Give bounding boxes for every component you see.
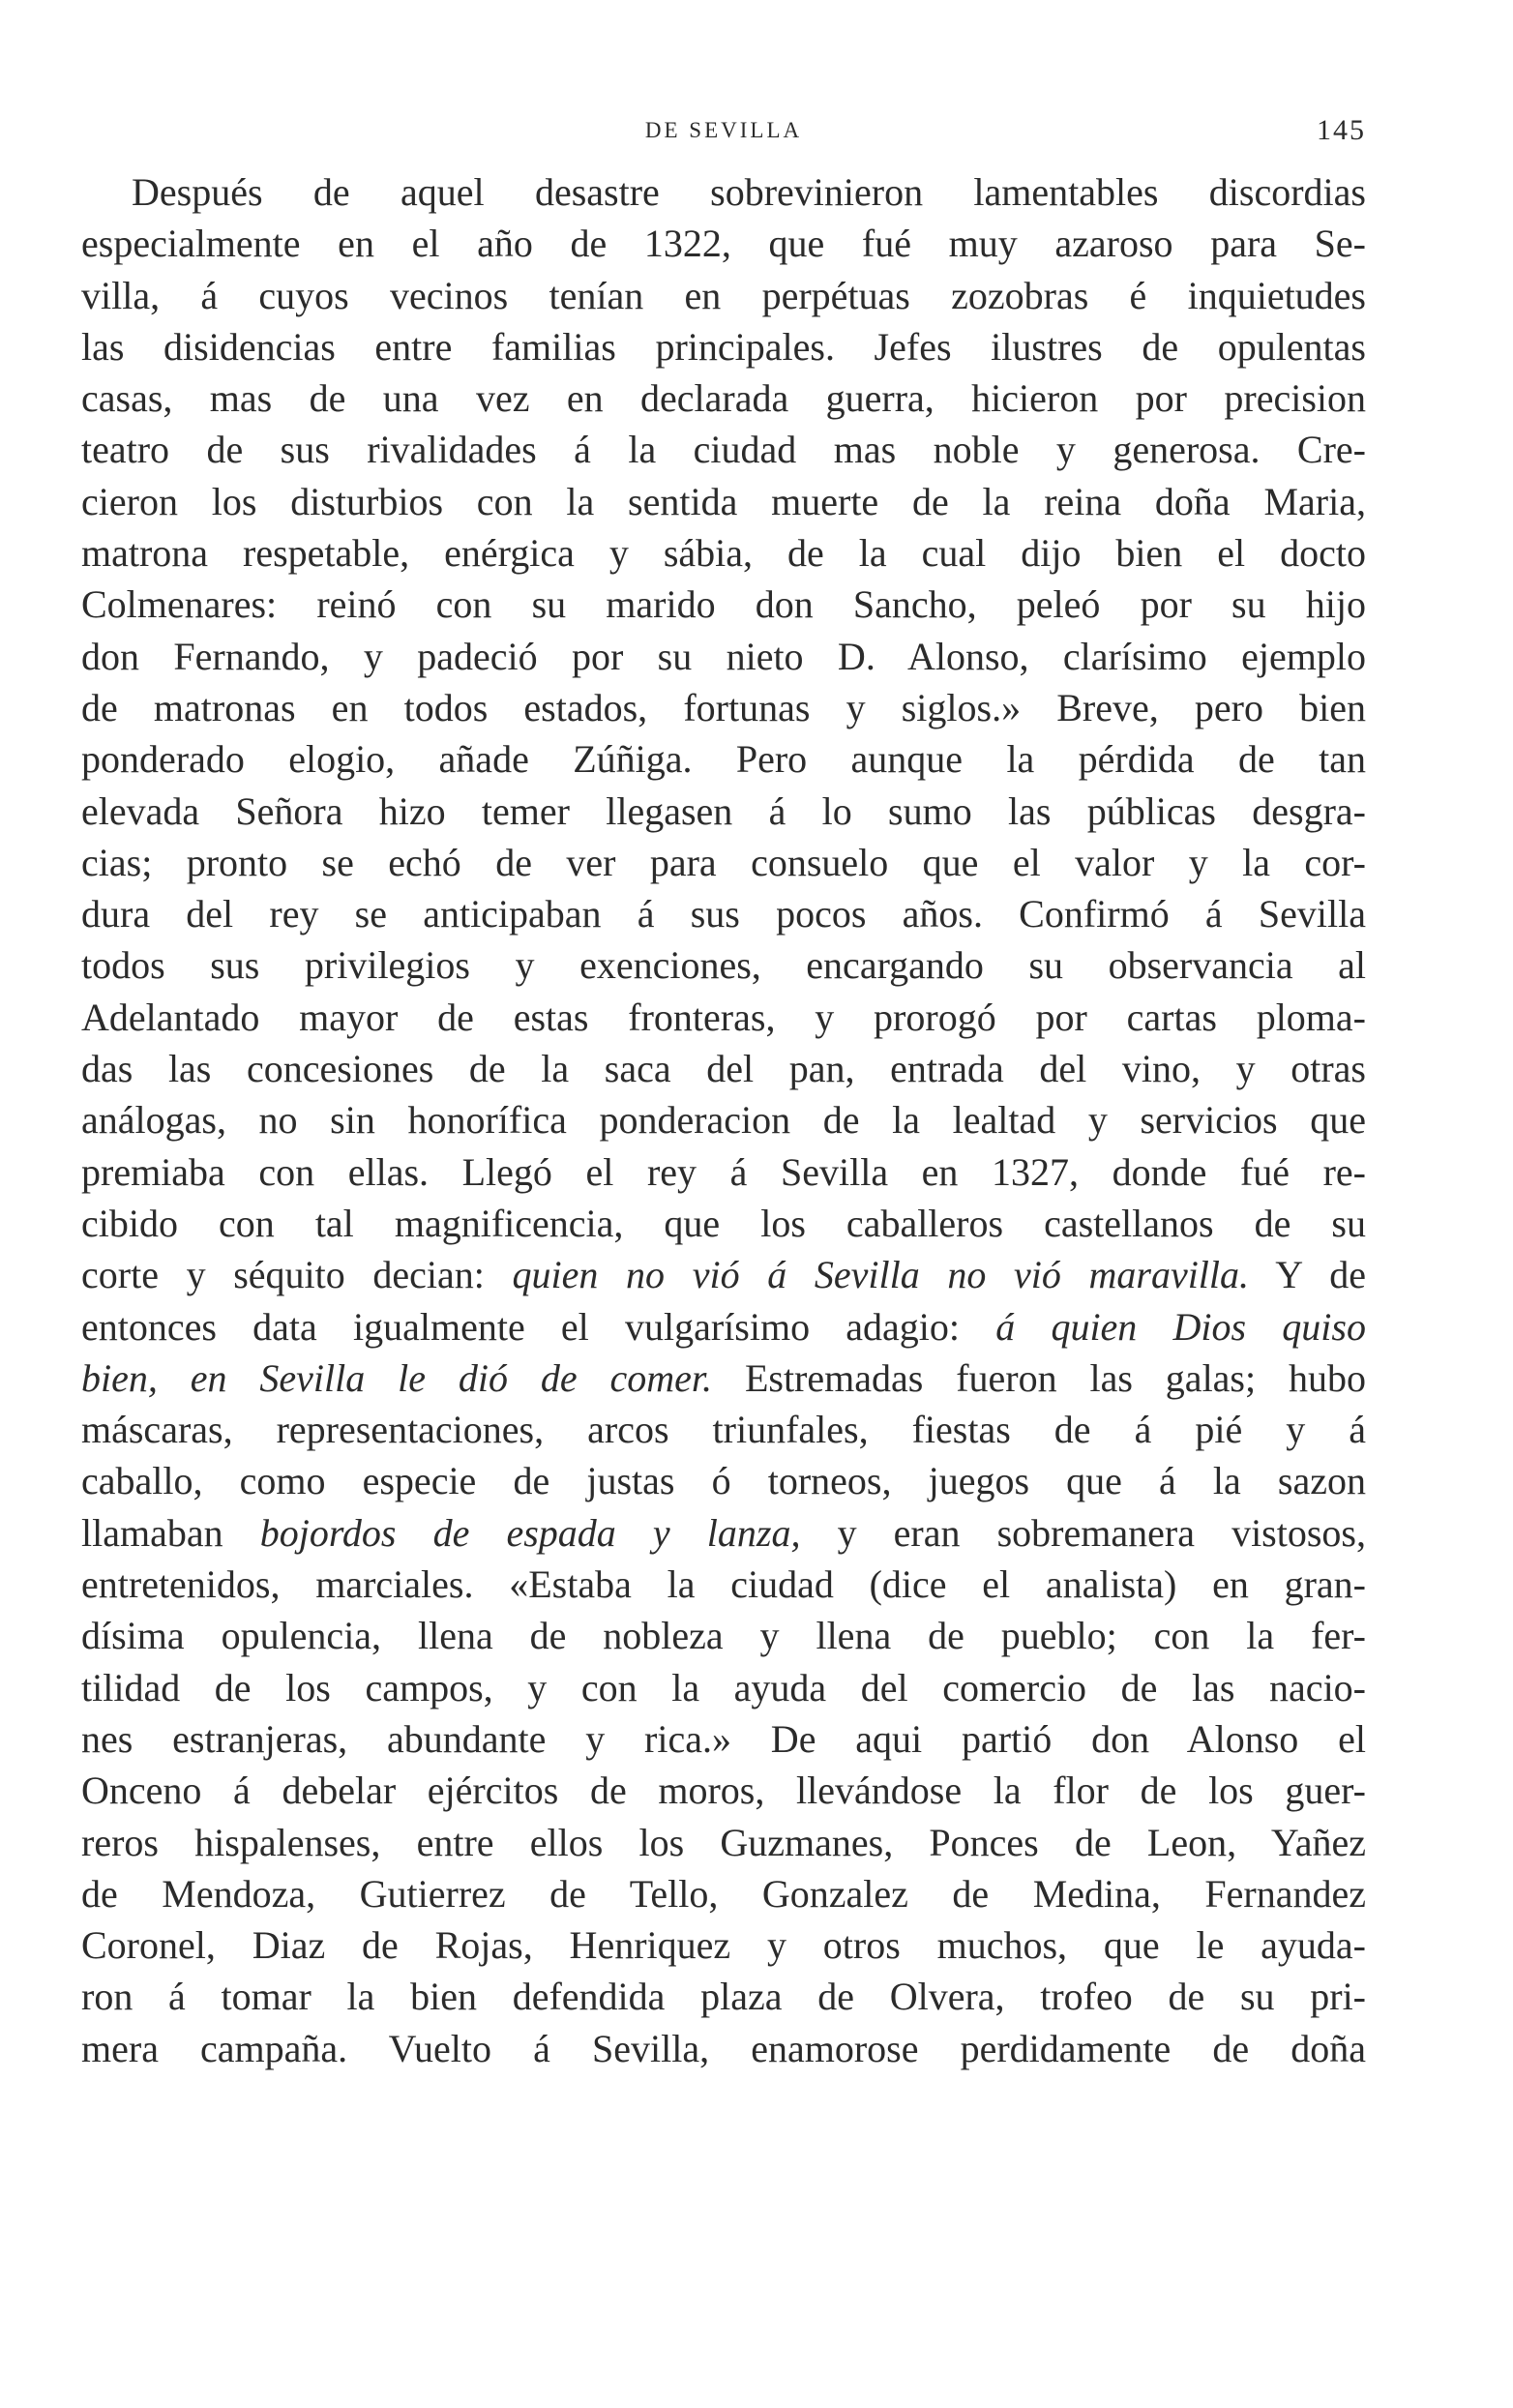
text-span: matrona respetable, enérgica y sábia, de la cual dijo bien el docto: [81, 531, 1366, 576]
text-span: cibido con tal magnificencia, que los caballeros castellanos de su: [81, 1201, 1366, 1245]
text-span: dura del rey se anticipaban á sus pocos años. Confirmó á Sevilla: [81, 892, 1366, 936]
text-line: [81, 476, 1366, 527]
text-line: [81, 1817, 1366, 1868]
text-span: ponderado elogio, añade Zúñiga. Pero aunque la pérdida de tan: [81, 737, 1366, 782]
text-span: cias; pronto se echó de ver para consuelo que el valor y la cor-: [81, 840, 1366, 884]
text-line: [81, 1043, 1366, 1094]
italic-phrase: bien, en Sevilla le dió de comer.: [81, 1355, 713, 1400]
text-line: [81, 939, 1366, 991]
text-line: [81, 1455, 1366, 1506]
text-span: corte y séquito decian:: [81, 1253, 513, 1297]
text-span: Colmenares: reinó con su marido don Sancho, peleó por su hijo: [81, 582, 1366, 627]
text-span: premiaba con ellas. Llegó el rey á Sevilla en 1327, donde fué re-: [81, 1149, 1366, 1194]
text-line: [81, 682, 1366, 733]
page-number: 145: [1317, 114, 1366, 146]
text-span: máscaras, representaciones, arcos triunfales, fiestas de á pié y á: [81, 1408, 1366, 1452]
text-line: [81, 631, 1366, 682]
text-span: teatro de sus rivalidades á la ciudad mas noble y generosa. Cre-: [81, 428, 1366, 472]
text-line: [81, 1353, 1366, 1404]
text-span: todos sus privilegios y exenciones, encargando su observancia al: [81, 943, 1366, 988]
text-line: [81, 1094, 1366, 1145]
text-line: [81, 1610, 1366, 1661]
text-span: de Mendoza, Gutierrez de Tello, Gonzalez de Medina, Fernandez: [81, 1871, 1366, 1916]
text-line: [81, 1868, 1366, 1919]
text-span: de matronas en todos estados, fortunas y siglos.» Breve, pero bien: [81, 685, 1366, 729]
text-line: [81, 1765, 1366, 1816]
text-line: [81, 1919, 1366, 1971]
text-line: [81, 786, 1366, 837]
text-span: Onceno á debelar ejércitos de moros, llevándose la flor de los guer-: [81, 1769, 1366, 1813]
text-line: [81, 1301, 1366, 1353]
text-line: [81, 166, 1366, 218]
text-span: Adelantado mayor de estas fronteras, y prorogó por cartas ploma-: [81, 995, 1366, 1039]
text-span: entonces data igualmente el vulgarísimo adagio:: [81, 1304, 996, 1349]
text-span: Estremadas fueron las galas; hubo: [712, 1355, 1366, 1400]
text-line: [81, 2023, 1366, 2074]
text-span: llamaban: [81, 1510, 260, 1555]
italic-phrase: quien no vió á Sevilla no vió maravilla.: [512, 1253, 1250, 1297]
text-span: Coronel, Diaz de Rojas, Henriquez y otros muchos, que le ayuda-: [81, 1923, 1366, 1968]
text-line: [81, 1198, 1366, 1249]
text-line: [81, 1662, 1366, 1713]
body-paragraph: [81, 166, 1366, 2074]
text-span: Después de aquel desastre sobrevinieron lamentables discordias: [132, 170, 1366, 214]
text-line: [81, 1404, 1366, 1455]
text-span: elevada Señora hizo temer llegasen á lo sumo las públicas desgra-: [81, 788, 1366, 833]
text-line: [81, 992, 1366, 1043]
text-span: reros hispalenses, entre ellos los Guzmanes, Ponces de Leon, Yañez: [81, 1820, 1366, 1864]
text-line: [81, 1146, 1366, 1198]
text-span: entretenidos, marciales. «Estaba la ciudad (dice el analista) en gran-: [81, 1562, 1366, 1607]
text-span: don Fernando, y padeció por su nieto D. Alonso, clarísimo ejemplo: [81, 634, 1366, 678]
text-line: [81, 372, 1366, 424]
text-line: [81, 733, 1366, 785]
text-span: mera campaña. Vuelto á Sevilla, enamorose perdidamente de doña: [81, 2026, 1366, 2070]
text-line: [81, 321, 1366, 372]
text-line: [81, 1971, 1366, 2022]
text-line: [81, 837, 1366, 888]
text-span: caballo, como especie de justas ó torneos, juegos que á la sazon: [81, 1459, 1366, 1503]
text-span: las disidencias entre familias principales. Jefes ilustres de opulentas: [81, 324, 1366, 369]
text-span: especialmente en el año de 1322, que fué muy azaroso para Se-: [81, 222, 1366, 266]
text-span: y eran sobremanera vistosos,: [800, 1510, 1366, 1555]
text-span: villa, á cuyos vecinos tenían en perpétuas zozobras é inquietudes: [81, 273, 1366, 317]
text-line: [81, 218, 1366, 269]
text-line: [81, 1559, 1366, 1610]
text-span: cieron los disturbios con la sentida muerte de la reina doña Maria,: [81, 479, 1366, 523]
text-line: [81, 579, 1366, 630]
text-span: das las concesiones de la saca del pan, entrada del vino, y otras: [81, 1047, 1366, 1091]
text-line: [81, 888, 1366, 939]
text-span: análogas, no sin honorífica ponderacion de la lealtad y servicios que: [81, 1098, 1366, 1143]
text-span: ron á tomar la bien defendida plaza de Olvera, trofeo de su pri-: [81, 1975, 1366, 2019]
text-span: dísima opulencia, llena de nobleza y llena de pueblo; con la fer-: [81, 1614, 1366, 1658]
text-line: [81, 1507, 1366, 1559]
text-line: [81, 527, 1366, 579]
text-line: [81, 270, 1366, 321]
text-span: Y de: [1249, 1253, 1366, 1297]
italic-phrase: á quien Dios quiso: [995, 1304, 1366, 1349]
text-line: [81, 1249, 1366, 1300]
text-line: [81, 1713, 1366, 1765]
text-span: casas, mas de una vez en declarada guerra, hicieron por precision: [81, 376, 1366, 421]
text-span: tilidad de los campos, y con la ayuda del comercio de las nacio-: [81, 1665, 1366, 1709]
italic-phrase: bojordos de espada y lanza,: [259, 1510, 801, 1555]
running-head-title: DE SEVILLA: [644, 118, 803, 142]
running-head: [81, 114, 1366, 153]
text-line: [81, 424, 1366, 475]
text-span: nes estranjeras, abundante y rica.» De aqui partió don Alonso el: [81, 1716, 1366, 1761]
